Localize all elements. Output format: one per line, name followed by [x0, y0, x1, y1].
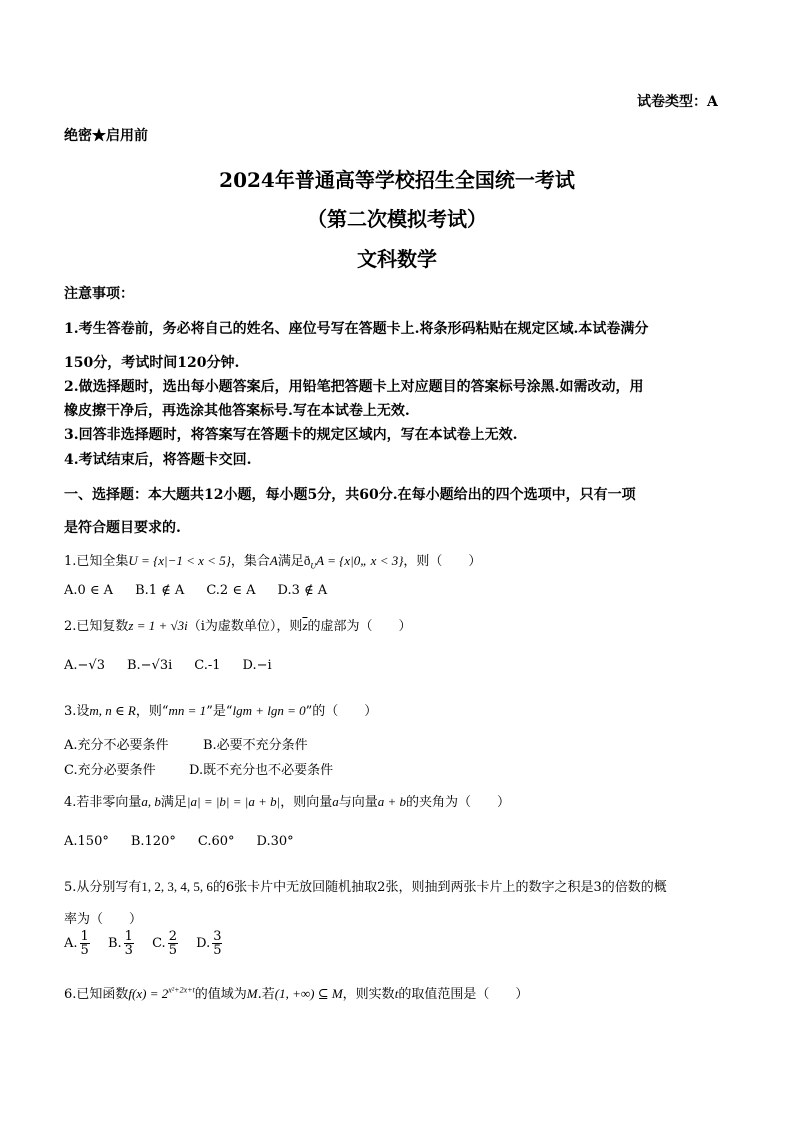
question-5 — [64, 876, 667, 895]
q6-m: M — [246, 986, 258, 1001]
q5-option-b-num: 1 — [124, 929, 133, 944]
q3-a: mn = 1 — [168, 703, 207, 718]
q6-mid: 的值域为 — [194, 987, 247, 1002]
exam-subtitle: （第二次模拟考试） — [307, 207, 487, 231]
q3-option-a[interactable]: A.充分不必要条件 — [64, 738, 169, 753]
q5-options — [64, 930, 222, 957]
q5-option-d-num: 3 — [213, 929, 222, 944]
q4-option-d[interactable]: D.30° — [256, 834, 294, 849]
q3-b: lgm + lgn = 0 — [232, 703, 306, 718]
q5-option-b-den: 3 — [124, 943, 133, 958]
q4-mid3: 与向量 — [338, 795, 378, 810]
q5-line-2: 率为（ ） — [64, 912, 143, 927]
question-2 — [64, 615, 412, 634]
q2-option-a[interactable]: A.−√3 — [64, 658, 105, 673]
subject-title: 文科数学 — [357, 247, 437, 271]
q2-prefix: 2.已知复数 — [64, 619, 129, 634]
q2-z: z = 1 + √3i — [128, 618, 188, 633]
q2-zbar: $\overline{z}$ — [302, 618, 308, 633]
q3-option-d[interactable]: D.既不充分也不必要条件 — [189, 763, 334, 778]
q4-option-a[interactable]: A.150° — [64, 834, 109, 849]
q5-option-d[interactable] — [196, 929, 222, 958]
q4-prefix: 4.若非零向量 — [64, 795, 142, 810]
q5-option-c-num: 2 — [168, 929, 177, 944]
q5-option-a[interactable] — [64, 929, 90, 958]
q2-suffix: 的虚部为（ ） — [307, 619, 412, 634]
q5-option-c[interactable] — [152, 929, 178, 958]
q1-a: A — [269, 553, 278, 568]
q1-suffix: ，则（ ） — [403, 554, 482, 569]
q2-option-b[interactable]: B.−√3i — [126, 658, 173, 673]
q4-suffix: 的夹角为（ ） — [406, 795, 511, 810]
q5-nums: 1, 2, 3, 4, 5, 6 — [141, 879, 213, 894]
note-2b: 橡皮擦干净后，再选涂其他答案标号.写在本试卷上无效. — [64, 403, 410, 419]
q4-vecs: a, b — [141, 794, 161, 809]
q1-a-set: A = {x|0„ x < 3} — [316, 553, 404, 568]
q6-t: t — [394, 986, 399, 1001]
q3-suffix: ”的（ ） — [305, 704, 378, 719]
note-3: 3.回答非选择题时，将答案写在答题卡的规定区域内，写在本试卷上无效. — [64, 427, 518, 443]
q2-mid: （i为虚数单位），则 — [187, 619, 303, 634]
q3-option-c[interactable]: C.充分必要条件 — [64, 763, 156, 778]
q5-prefix: 5.从分别写有 — [64, 880, 142, 895]
q5-option-a-num: 1 — [80, 929, 89, 944]
q5-option-b[interactable] — [107, 929, 134, 958]
q6-fx: f(x) = 2 — [128, 986, 169, 1001]
q3-mid: ，则“ — [135, 704, 169, 719]
q1-option-c[interactable]: C.2 ∈ A — [206, 583, 256, 598]
q2-option-d[interactable]: D.−i — [242, 658, 272, 673]
q1-u-set: U = {x|−1 < x < 5} — [128, 553, 231, 568]
q3-option-b[interactable]: B.必要不充分条件 — [203, 738, 308, 753]
q3-prefix: 3.设 — [64, 704, 90, 719]
section-1-line-a: 一、选择题：本大题共12小题，每小题5分，共60分.在每小题给出的四个选项中，只有一项 — [64, 487, 636, 503]
q5-rest: 的6张卡片中无放回随机抽取2张，则抽到两张卡片上的数字之积是3的倍数的概 — [212, 880, 667, 895]
q4-mid: 满足 — [160, 795, 187, 810]
q6-interval: (1, +∞) ⊆ M — [274, 986, 343, 1001]
q1-complement: ð — [303, 553, 311, 568]
q4-mid2: ，则向量 — [280, 795, 333, 810]
secret-label: 绝密★启用前 — [64, 128, 148, 144]
q4-option-c[interactable]: C.60° — [197, 834, 235, 849]
q5-option-d-den: 5 — [213, 943, 222, 958]
q3-mid2: ”是“ — [206, 704, 233, 719]
q1-sub: U — [310, 561, 317, 571]
q1-prefix: 1.已知全集 — [64, 554, 129, 569]
question-3 — [64, 700, 377, 719]
q6-mid3: ，则实数 — [342, 987, 395, 1002]
section-1-line-b: 是符合题目要求的. — [64, 520, 181, 536]
q6-exp: x²+2x+t — [168, 985, 195, 995]
q4-v2: a + b — [377, 794, 406, 809]
q4-options — [64, 834, 316, 849]
q2-options — [64, 658, 294, 673]
q4-option-b[interactable]: B.120° — [130, 834, 176, 849]
question-4 — [64, 791, 510, 810]
q6-suffix: 的取值范围是（ ） — [398, 987, 529, 1002]
q1-options — [64, 583, 349, 598]
question-6 — [64, 983, 528, 1002]
q3-cond: m, n ∈ R — [89, 703, 136, 718]
q1-mid: ，集合 — [230, 554, 270, 569]
q5-option-b-label: B. — [107, 936, 122, 951]
paper-type: 试卷类型：A — [637, 94, 718, 110]
note-1b: 150分，考试时间120分钟. — [64, 355, 240, 371]
note-2a: 2.做选择题时，选出每小题答案后，用铅笔把答题卡上对应题目的答案标号涂黑.如需改动，用 — [64, 379, 644, 395]
q6-prefix: 6.已知函数 — [64, 987, 129, 1002]
q4-v1: a — [332, 794, 339, 809]
question-1 — [64, 550, 481, 571]
q5-option-c-den: 5 — [168, 943, 177, 958]
q2-option-c[interactable]: C.-1 — [194, 658, 221, 673]
q1-option-d[interactable]: D.3 ∉ A — [277, 583, 328, 598]
q5-option-c-label: C. — [152, 936, 166, 951]
q5-option-a-den: 5 — [80, 943, 89, 958]
q5-option-a-label: A. — [64, 936, 78, 951]
note-1a: 1.考生答卷前，务必将自己的姓名、座位号写在答题卡上.将条形码粘贴在规定区域.本试卷满分 — [64, 321, 649, 337]
q1-option-a[interactable]: A.0 ∈ A — [64, 583, 114, 598]
q5-option-d-label: D. — [196, 936, 211, 951]
q1-mid2: 满足 — [277, 554, 304, 569]
q1-option-b[interactable]: B.1 ∉ A — [135, 583, 185, 598]
q4-cond: |a| = |b| = |a + b| — [186, 794, 281, 809]
exam-title: 2024年普通高等学校招生全国统一考试 — [219, 168, 575, 192]
notes-heading: 注意事项： — [64, 286, 134, 302]
note-4: 4.考试结束后，将答题卡交回. — [64, 452, 252, 468]
q6-mid2: .若 — [257, 987, 275, 1002]
